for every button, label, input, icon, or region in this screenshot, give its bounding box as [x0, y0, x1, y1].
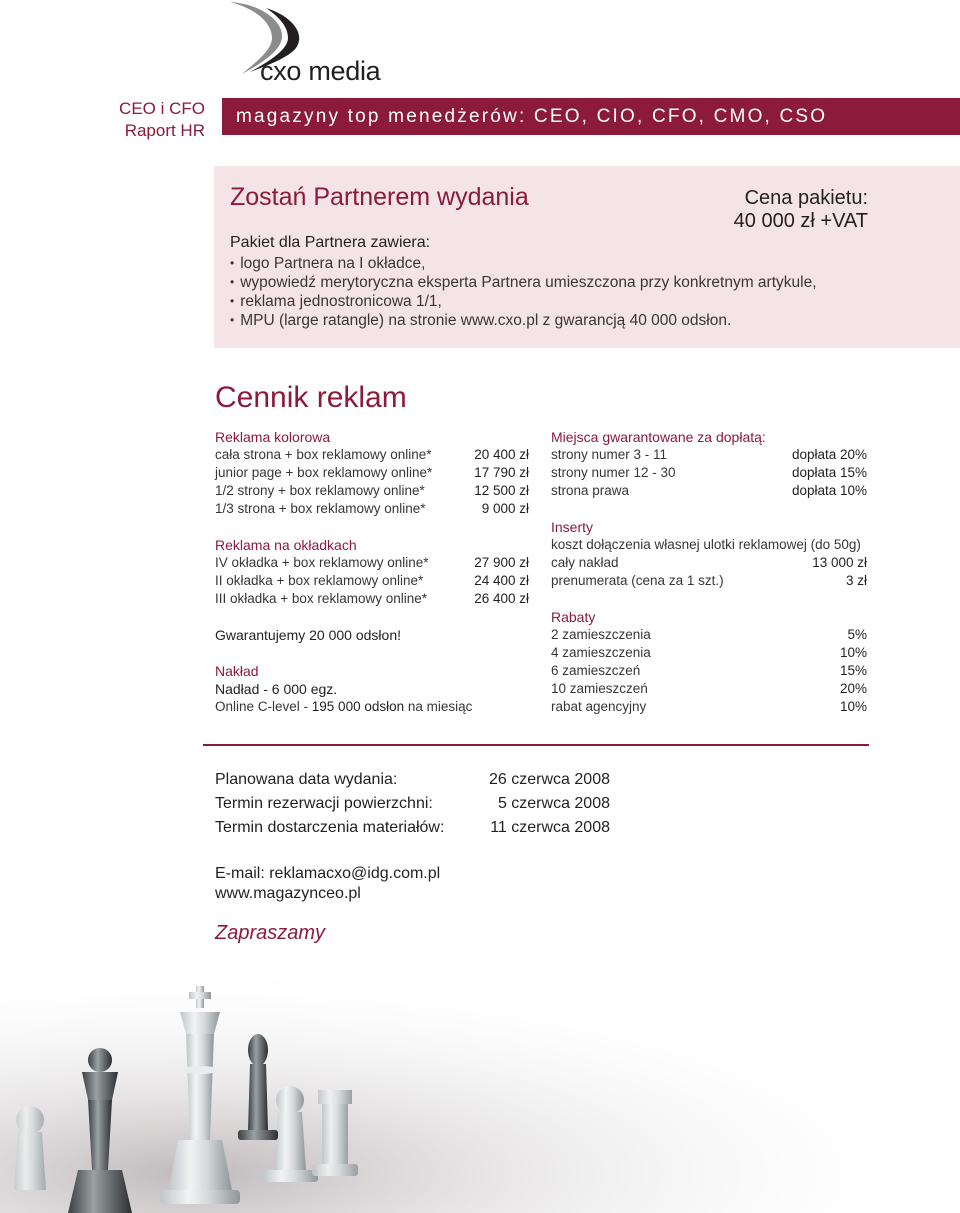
row-label: strona prawa: [551, 483, 630, 498]
price-row: [215, 572, 529, 590]
price-list-right: [551, 428, 867, 716]
online-suffix: na miesiąc: [404, 699, 473, 714]
date-value: 5 czerwca 2008: [497, 795, 610, 812]
email-line[interactable]: E-mail: reklamacxo@idg.com.pl: [215, 865, 441, 882]
online-value: 195 000 odsłon: [311, 699, 405, 714]
price-row: [551, 698, 867, 716]
list-item: • logo Partnera na I okładce,: [230, 254, 817, 273]
side-labels: [119, 98, 205, 142]
price-box: [734, 187, 868, 233]
price-row: [215, 554, 529, 572]
date-label: Planowana data wydania:: [215, 771, 398, 788]
date-row: [215, 816, 615, 840]
row-label: 1/2 strony + box reklamowy online*: [215, 483, 425, 498]
row-value: 13 000 zł: [812, 555, 867, 570]
date-row: [215, 792, 615, 816]
dates-block: [215, 768, 615, 840]
tagline-bar: magazyny top menedżerów: CEO, CIO, CFO, CMO, CSO: [222, 98, 960, 135]
price-row: [215, 464, 529, 482]
row-label: 4 zamieszczenia: [551, 645, 651, 660]
row-label: III okładka + box reklamowy online*: [215, 591, 427, 606]
price-row: [551, 662, 867, 680]
row-value: 20 400 zł: [474, 447, 529, 462]
price-label: Cena pakietu:: [744, 187, 868, 209]
price-row: [551, 626, 867, 644]
price-row: [215, 482, 529, 500]
list-item: • MPU (large ratangle) na stronie www.cxo.pl z gwarancją 40 000 odsłon.: [230, 311, 817, 330]
price-row: [215, 446, 529, 464]
cennik-title: Cennik reklam: [215, 381, 407, 414]
section-heading-naklad: Nakład: [215, 663, 259, 679]
row-value: 26 400 zł: [474, 591, 529, 606]
list-item: • reklama jednostronicowa 1/1,: [230, 292, 817, 311]
online-line: [215, 698, 529, 716]
row-label: prenumerata (cena za 1 szt.): [551, 573, 724, 588]
side-label-raport-hr: Raport HR: [124, 121, 205, 140]
side-label-ceo-cfo: CEO i CFO: [119, 99, 205, 118]
price-value: 40 000 zł +VAT: [733, 210, 868, 232]
row-value: 20%: [839, 681, 867, 696]
inserty-note: koszt dołączenia własnej ulotki reklamowej (do 50g): [551, 537, 861, 552]
price-row: [551, 554, 867, 572]
row-value: 9 000 zł: [481, 501, 529, 516]
pawn-icon: [14, 1106, 46, 1190]
chess-pieces-image: [0, 950, 960, 1213]
online-prefix: Online C-level -: [215, 699, 312, 714]
row-label: II okładka + box reklamowy online*: [215, 573, 424, 588]
price-list-left: [215, 428, 529, 716]
contact-block: [215, 864, 440, 904]
website-link[interactable]: www.magazynceo.pl: [215, 885, 361, 902]
partner-list: [230, 254, 817, 330]
row-label: cały nakład: [551, 555, 619, 570]
row-value: 10%: [839, 645, 867, 660]
date-label: Termin dostarczenia materiałów:: [215, 819, 445, 836]
row-label: strony numer 3 - 11: [551, 447, 668, 462]
date-row: [215, 768, 615, 792]
row-value: 17 790 zł: [474, 465, 529, 480]
row-value: 10%: [839, 699, 867, 714]
price-row: [215, 500, 529, 518]
row-value: 3 zł: [845, 573, 867, 588]
section-heading-okladki: Reklama na okładkach: [215, 537, 357, 553]
row-label: 2 zamieszczenia: [551, 627, 651, 642]
section-heading-kolorowa: Reklama kolorowa: [215, 429, 331, 445]
partner-title: Zostań Partnerem wydania: [230, 183, 529, 211]
row-label: IV okładka + box reklamowy online*: [215, 555, 429, 570]
partner-box: [214, 166, 960, 348]
price-row: [551, 482, 867, 500]
row-label: rabat agencyjny: [551, 699, 647, 714]
date-label: Termin rezerwacji powierzchni:: [215, 795, 433, 812]
row-label: 6 zamieszczeń: [551, 663, 641, 678]
row-value: 15%: [839, 663, 867, 678]
row-label: 1/3 strona + box reklamowy online*: [215, 501, 426, 516]
price-row: [215, 590, 529, 608]
row-value: 24 400 zł: [474, 573, 529, 588]
partner-intro: Pakiet dla Partnera zawiera:: [230, 234, 431, 251]
naklad-line: Nadład - 6 000 egz.: [215, 681, 338, 697]
row-label: 10 zamieszczeń: [551, 681, 648, 696]
section-divider: [203, 744, 869, 746]
row-label: cała strona + box reklamowy online*: [215, 447, 432, 462]
row-value: 27 900 zł: [474, 555, 529, 570]
row-value: dopłata 20%: [791, 447, 867, 462]
row-label: junior page + box reklamowy online*: [215, 465, 433, 480]
row-value: 5%: [847, 627, 867, 642]
price-row: [551, 464, 867, 482]
closing-text: Zapraszamy: [215, 922, 326, 944]
row-value: dopłata 10%: [791, 483, 867, 498]
logo-text: cxo media: [260, 56, 381, 86]
price-row: [551, 644, 867, 662]
date-value: 26 czerwca 2008: [489, 771, 610, 788]
cxo-media-logo: [222, 0, 412, 92]
price-row: [551, 680, 867, 698]
list-item: • wypowiedź merytoryczna eksperta Partnera umieszczona przy konkretnym artykule,: [230, 273, 817, 292]
price-row: [551, 572, 867, 590]
section-heading-inserty: Inserty: [551, 519, 594, 535]
section-heading-miejsca: Miejsca gwarantowane za dopłatą:: [551, 429, 766, 445]
row-value: 12 500 zł: [474, 483, 529, 498]
row-value: dopłata 15%: [791, 465, 867, 480]
row-label: strony numer 12 - 30: [551, 465, 676, 480]
guarantee-text: Gwarantujemy 20 000 odsłon!: [215, 627, 401, 643]
section-heading-rabaty: Rabaty: [551, 609, 596, 625]
price-row: [551, 446, 867, 464]
date-value: 11 czerwca 2008: [490, 819, 610, 836]
